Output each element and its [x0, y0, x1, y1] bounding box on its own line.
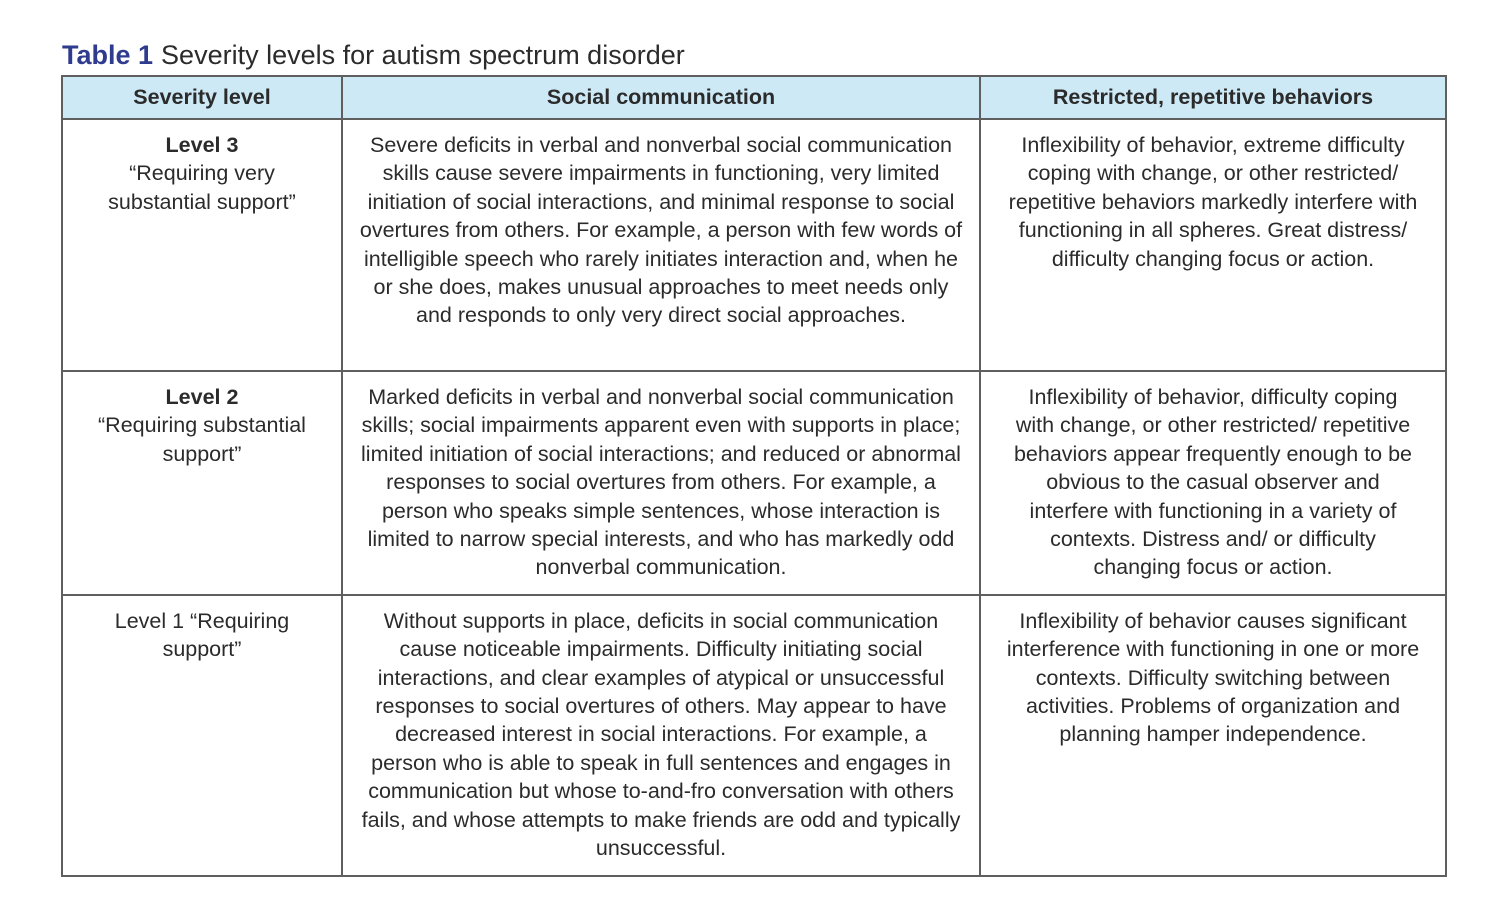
restricted-behaviors-text: Inflexibility of behavior causes significant interference with functioning in one or more contexts. Difficulty switching between activities. Problems of organization and planning hamper independence.: [1006, 608, 1420, 747]
table-row-level-2: [62, 371, 1446, 595]
level-description: “Requiring very substantial support”: [108, 161, 296, 214]
social-communication-cell: [342, 595, 980, 876]
header-restricted-behaviors: Restricted, repetitive behaviors: [980, 76, 1446, 119]
level-name: Level 3: [165, 133, 239, 157]
severity-cell: [62, 119, 342, 371]
social-communication-text: Without supports in place, deficits in social communication cause noticeable impairments. Difficulty initiating social interactions, and clear examples of atypical or unsuccessful responses to social overtures of others. May appear to have decreased interest in social interactions. For example, a person who is able to speak in full sentences and engages in communication but whose to-and-fro conversation with others fails, and whose attempts to make friends are odd and typically unsuccessful.: [361, 608, 961, 861]
severity-cell: [62, 595, 342, 876]
social-communication-text: Severe deficits in verbal and nonverbal social communication skills cause severe impairments in functioning, very limited initiation of social interactions, and minimal response to social overtures from others. For example, a person with few words of intelligible speech who rarely initiates interaction and, when he or she does, makes unusual approaches to meet needs only and responds to only very direct social approaches.: [359, 133, 963, 328]
table-caption-label: Table 1: [62, 40, 154, 70]
restricted-behaviors-cell: [980, 595, 1446, 876]
level-name: Level 2: [165, 385, 239, 409]
header-severity-level: Severity level: [62, 76, 342, 119]
table-header-row: [62, 76, 1446, 119]
table-caption: [62, 38, 685, 72]
severity-table: [61, 75, 1447, 877]
table-caption-title: Severity levels for autism spectrum disorder: [161, 40, 685, 70]
social-communication-cell: [342, 119, 980, 371]
header-social-communication: Social communication: [342, 76, 980, 119]
social-communication-cell: [342, 371, 980, 595]
restricted-behaviors-text: Inflexibility of behavior, difficulty coping with change, or other restricted/ repetitive behaviors appear frequently enough to be obvious to the casual observer and interfere with functioning in a variety of contexts. Distress and/ or difficulty changing focus or action.: [1013, 385, 1413, 580]
level-name: Level 1 “Requiring support”: [114, 608, 290, 662]
restricted-behaviors-text: Inflexibility of behavior, extreme difficulty coping with change, or other restricted/ repetitive behaviors markedly interfere with functioning in all spheres. Great distress/ difficulty changing focus or action.: [1008, 133, 1418, 271]
social-communication-text: Marked deficits in verbal and nonverbal social communication skills; social impairments apparent even with supports in place; limited initiation of social interactions; and reduced or abnormal responses to social overtures from others. For example, a person who speaks simple sentences, whose interaction is limited to narrow special interests, and who has markedly odd nonverbal communication.: [361, 385, 961, 580]
restricted-behaviors-cell: [980, 119, 1446, 371]
level-description: “Requiring substantial support”: [98, 413, 306, 466]
table-row-level-1: [62, 595, 1446, 876]
table-row-level-3: [62, 119, 1446, 371]
restricted-behaviors-cell: [980, 371, 1446, 595]
severity-cell: [62, 371, 342, 595]
